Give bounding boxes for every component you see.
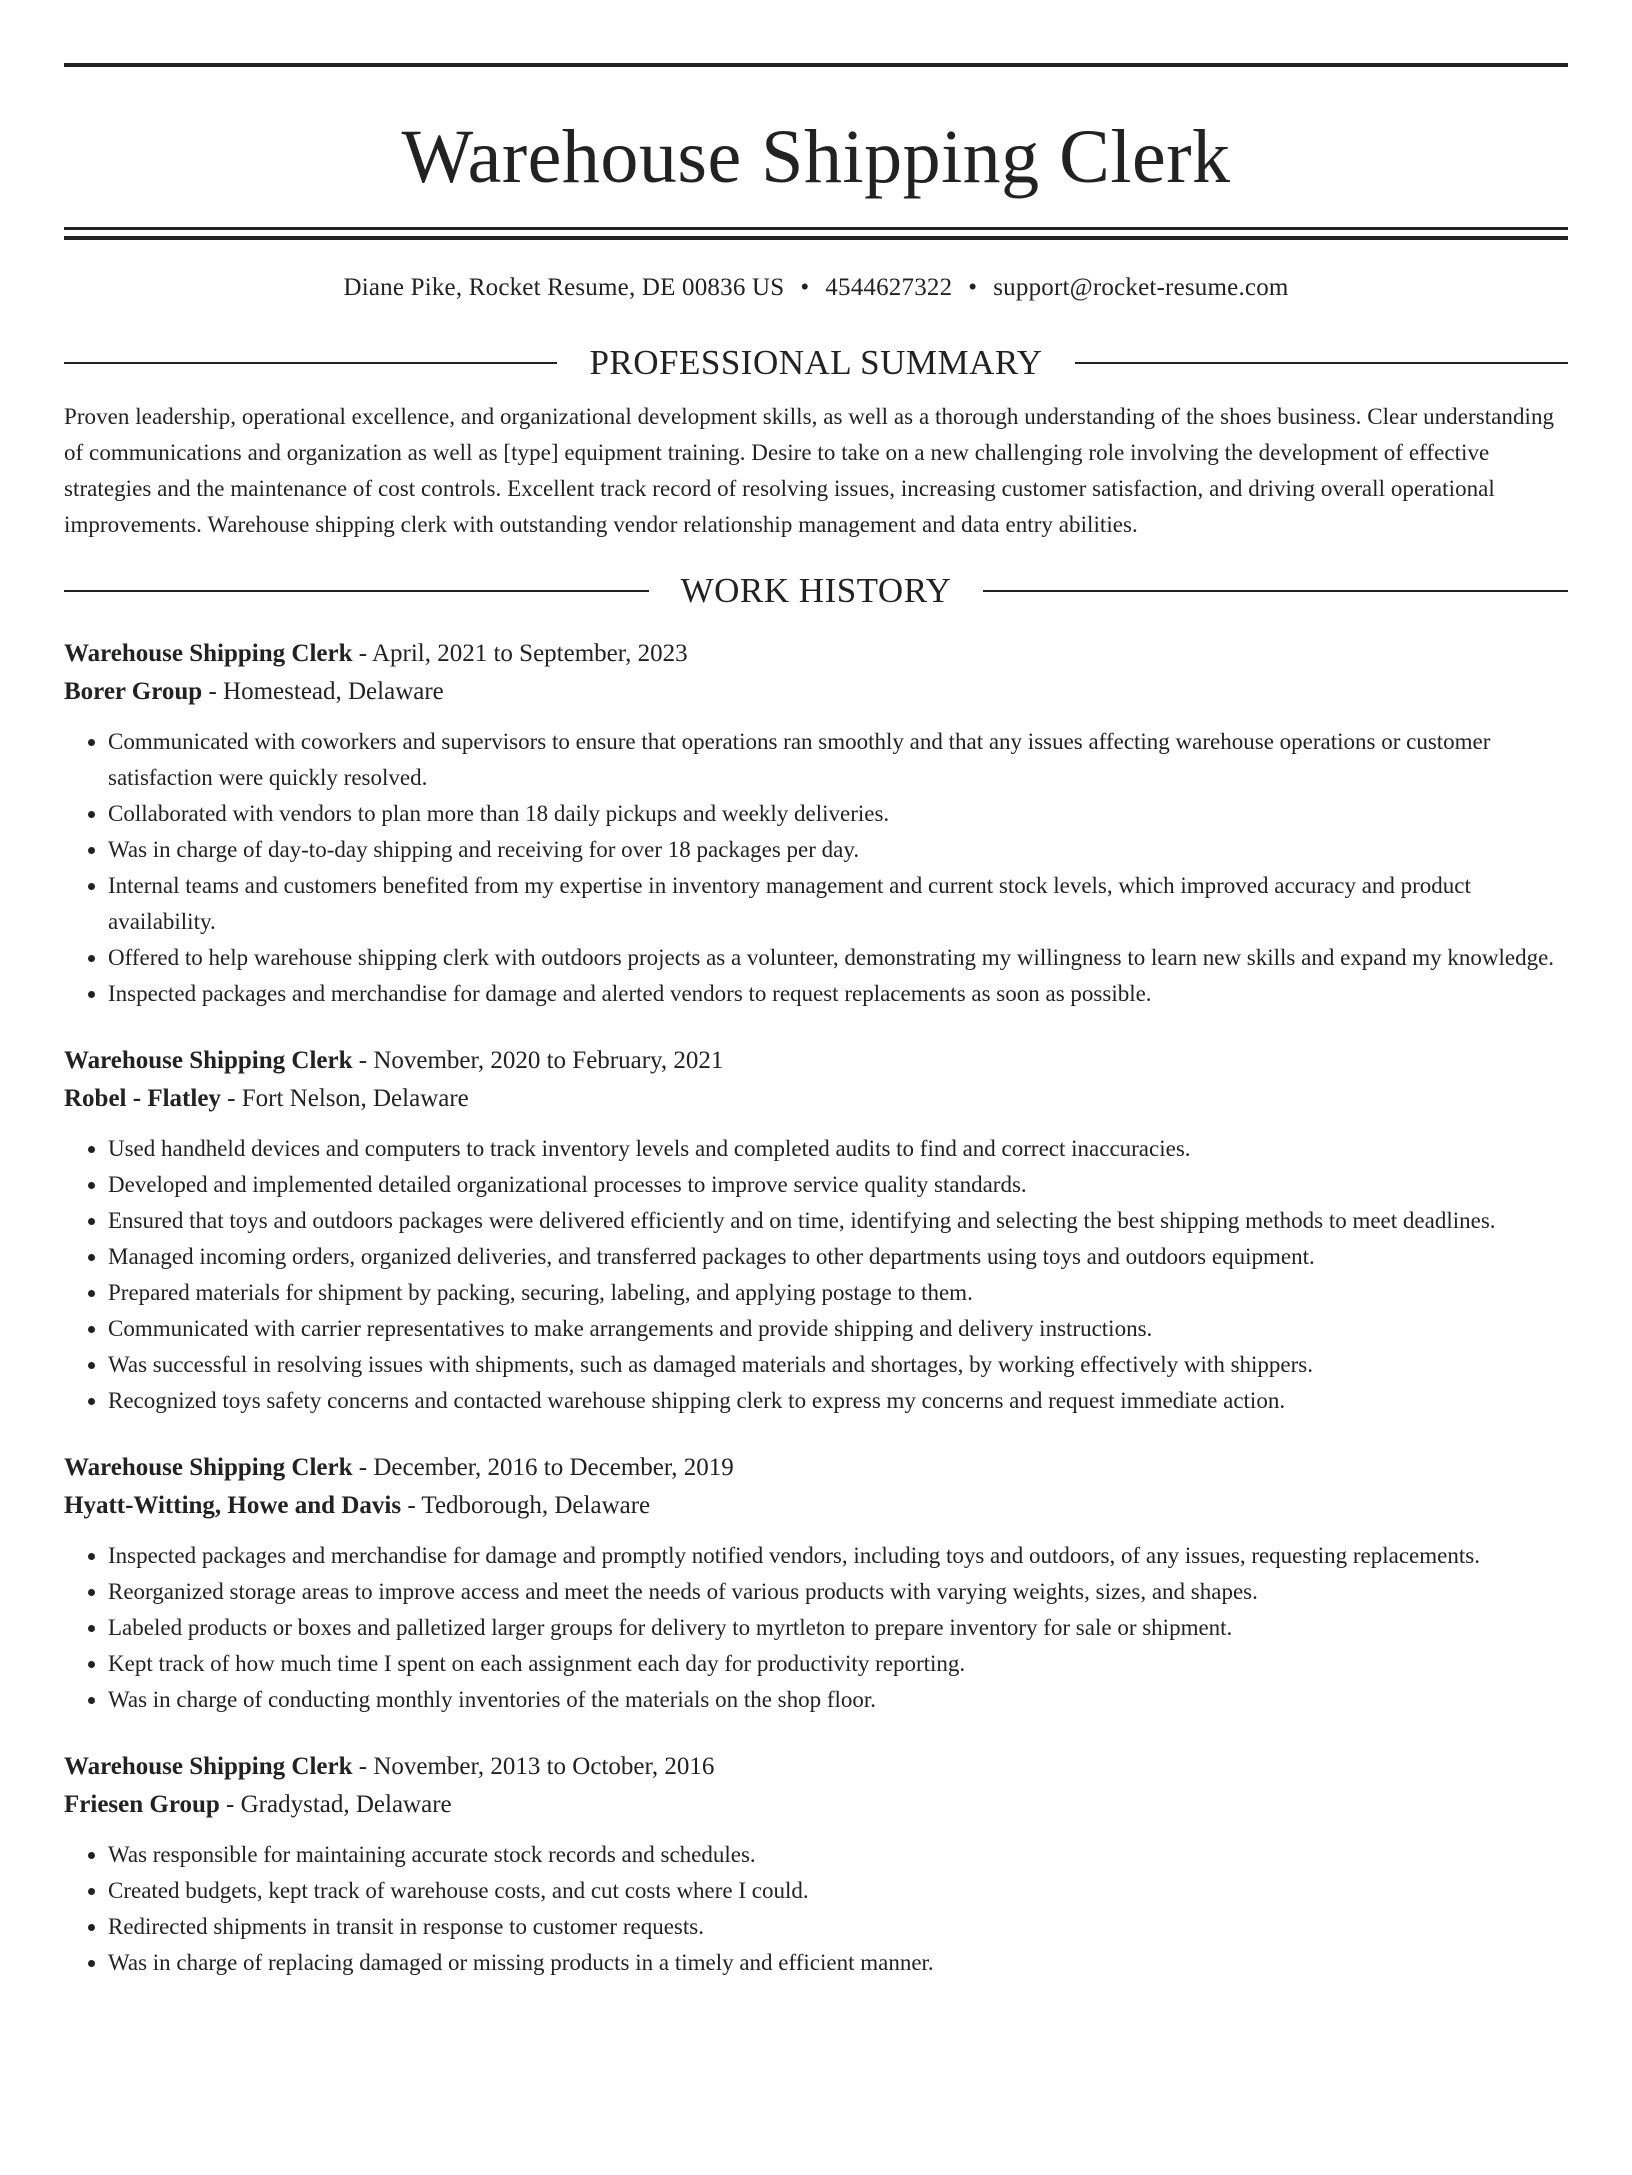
job-title-line — [64, 1042, 1568, 1080]
job-company: Robel - Flatley — [64, 1085, 221, 1112]
contact-address: Diane Pike, Rocket Resume, DE 00836 US — [343, 274, 785, 301]
job-title: Warehouse Shipping Clerk — [64, 1753, 353, 1780]
heading-rule-right — [983, 590, 1568, 592]
work-history-section-heading — [64, 567, 1568, 615]
job-bullet: • Was in charge of conducting monthly inventories of the materials on the shop floor. — [108, 1682, 1568, 1718]
job-bullet: • Kept track of how much time I spent on each assignment each day for productivity reporting. — [108, 1646, 1568, 1682]
job-bullet: • Was in charge of replacing damaged or missing products in a timely and efficient manner. — [108, 1945, 1568, 1981]
job-location: - Homestead, Delaware — [202, 678, 444, 705]
job-bullet: • Inspected packages and merchandise for damage and promptly notified vendors, including toys and outdoors, of any issues, requesting replacements. — [108, 1538, 1568, 1574]
contact-separator: • — [800, 274, 810, 301]
summary-heading: PROFESSIONAL SUMMARY — [589, 343, 1043, 382]
job-bullet: • Labeled products or boxes and palletized larger groups for delivery to myrtleton to prepare inventory for sale or shipment. — [108, 1610, 1568, 1646]
job-bullet: • Created budgets, kept track of warehouse costs, and cut costs where I could. — [108, 1873, 1568, 1909]
job-company-line — [64, 1786, 1568, 1824]
job-bullet: • Redirected shipments in transit in response to customer requests. — [108, 1909, 1568, 1945]
heading-rule-left — [64, 362, 557, 364]
job-bullet: • Internal teams and customers benefited from my expertise in inventory management and current stock levels, which improved accuracy and product availability. — [108, 868, 1568, 940]
resume-page — [0, 63, 1632, 2175]
job-location: - Tedborough, Delaware — [401, 1492, 651, 1519]
summary-text: Proven leadership, operational excellence, and organizational development skills, as well as a thorough understanding of the shoes business. Clear understanding of communications and organization as well as [type] equipment training. Desire to take on a new challenging role involving the development of effective strategies and the maintenance of cost controls. Excellent track record of resolving issues, increasing customer satisfaction, and driving overall operational improvements. Warehouse shipping clerk with outstanding vendor relationship management and data entry abilities. — [64, 404, 1555, 537]
job-dates: - December, 2016 to December, 2019 — [352, 1454, 734, 1481]
contact-separator: • — [968, 274, 978, 301]
job-entry — [64, 635, 1568, 1012]
heading-rule-left — [64, 590, 649, 592]
job-company-line — [64, 1080, 1568, 1118]
job-company: Hyatt-Witting, Howe and Davis — [64, 1492, 402, 1519]
job-bullet-list — [64, 1131, 1568, 1419]
work-history-list — [64, 635, 1568, 1981]
header-double-rule — [64, 227, 1568, 240]
job-bullet: • Was successful in resolving issues with shipments, such as damaged materials and shortages, by working effectively with shippers. — [108, 1347, 1568, 1383]
contact-email: support@rocket-resume.com — [993, 274, 1289, 301]
job-bullet: • Developed and implemented detailed organizational processes to improve service quality standards. — [108, 1167, 1568, 1203]
job-title: Warehouse Shipping Clerk — [64, 1454, 353, 1481]
job-bullet: • Communicated with coworkers and supervisors to ensure that operations ran smoothly and that any issues affecting warehouse operations or customer satisfaction were quickly resolved. — [108, 724, 1568, 796]
resume-title: Warehouse Shipping Clerk — [401, 115, 1231, 199]
job-entry — [64, 1042, 1568, 1419]
job-bullet: • Collaborated with vendors to plan more than 18 daily pickups and weekly deliveries. — [108, 796, 1568, 832]
work-history-heading: WORK HISTORY — [680, 571, 952, 610]
job-bullet: • Reorganized storage areas to improve access and meet the needs of various products with varying weights, sizes, and shapes. — [108, 1574, 1568, 1610]
job-bullet-list — [64, 724, 1568, 1012]
heading-rule-right — [1075, 362, 1568, 364]
job-bullet: • Used handheld devices and computers to track inventory levels and completed audits to find and correct inaccuracies. — [108, 1131, 1568, 1167]
contact-line — [64, 270, 1568, 306]
job-bullet: • Communicated with carrier representatives to make arrangements and provide shipping and delivery instructions. — [108, 1311, 1568, 1347]
job-title-line — [64, 635, 1568, 673]
job-bullet: • Inspected packages and merchandise for damage and alerted vendors to request replacements as soon as possible. — [108, 976, 1568, 1012]
job-bullet: • Managed incoming orders, organized deliveries, and transferred packages to other departments using toys and outdoors equipment. — [108, 1239, 1568, 1275]
summary-section-heading — [64, 339, 1568, 387]
job-bullet: • Recognized toys safety concerns and contacted warehouse shipping clerk to express my concerns and request immediate action. — [108, 1383, 1568, 1419]
job-company-line — [64, 1487, 1568, 1525]
job-entry — [64, 1748, 1568, 1981]
contact-phone: 4544627322 — [825, 274, 953, 301]
job-title: Warehouse Shipping Clerk — [64, 640, 353, 667]
job-bullet: • Was in charge of day-to-day shipping and receiving for over 18 packages per day. — [108, 832, 1568, 868]
job-dates: - April, 2021 to September, 2023 — [352, 640, 688, 667]
job-company-line — [64, 673, 1568, 711]
job-bullet: • Offered to help warehouse shipping clerk with outdoors projects as a volunteer, demonstrating my willingness to learn new skills and expand my knowledge. — [108, 940, 1568, 976]
job-bullet: • Prepared materials for shipment by packing, securing, labeling, and applying postage to them. — [108, 1275, 1568, 1311]
job-company: Friesen Group — [64, 1791, 220, 1818]
job-title-line — [64, 1748, 1568, 1786]
job-location: - Fort Nelson, Delaware — [220, 1085, 469, 1112]
job-company: Borer Group — [64, 678, 203, 705]
job-dates: - November, 2020 to February, 2021 — [352, 1047, 724, 1074]
job-title-line — [64, 1449, 1568, 1487]
job-bullet-list — [64, 1538, 1568, 1718]
job-bullet: • Was responsible for maintaining accurate stock records and schedules. — [108, 1837, 1568, 1873]
job-dates: - November, 2013 to October, 2016 — [352, 1753, 715, 1780]
job-bullet: • Ensured that toys and outdoors packages were delivered efficiently and on time, identifying and selecting the best shipping methods to meet deadlines. — [108, 1203, 1568, 1239]
job-bullet-list — [64, 1837, 1568, 1981]
job-entry — [64, 1449, 1568, 1718]
job-title: Warehouse Shipping Clerk — [64, 1047, 353, 1074]
header-top-rule — [64, 63, 1568, 67]
job-location: - Gradystad, Delaware — [219, 1791, 452, 1818]
